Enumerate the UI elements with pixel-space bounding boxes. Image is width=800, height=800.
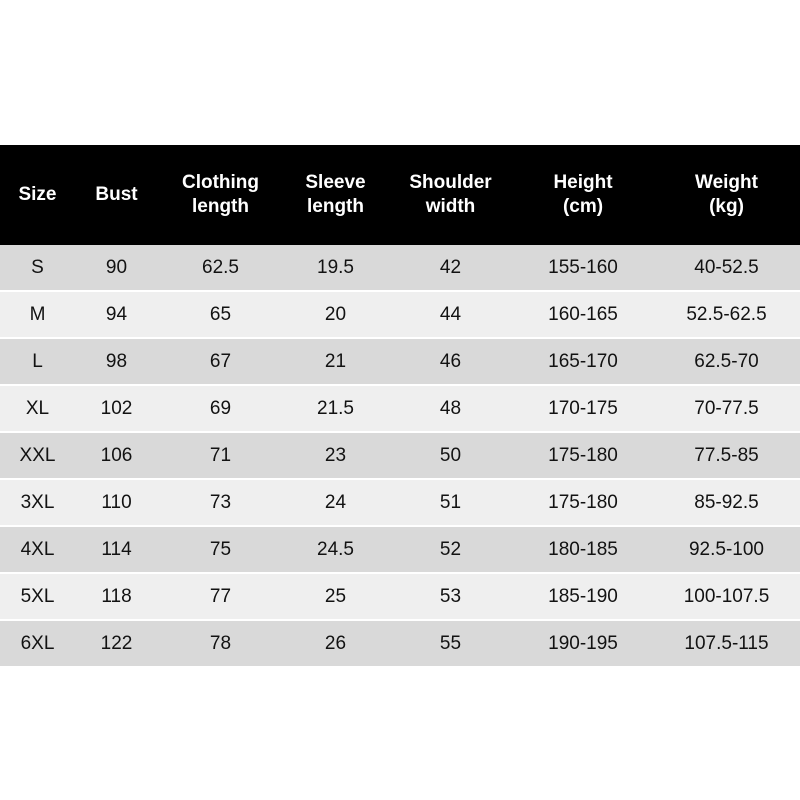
cell-weight: 85-92.5 <box>653 479 800 526</box>
cell-weight: 107.5-115 <box>653 620 800 667</box>
table-row <box>0 620 800 667</box>
table-body <box>0 245 800 667</box>
cell-sleeve-length: 24 <box>283 479 388 526</box>
cell-shoulder-width: 46 <box>388 338 513 385</box>
cell-size: XXL <box>0 432 75 479</box>
cell-weight: 100-107.5 <box>653 573 800 620</box>
cell-bust: 114 <box>75 526 158 573</box>
cell-height: 175-180 <box>513 479 653 526</box>
cell-height: 160-165 <box>513 291 653 338</box>
column-header-clothing-length-line2: length <box>192 196 249 217</box>
cell-size: 4XL <box>0 526 75 573</box>
cell-clothing-length: 62.5 <box>158 245 283 291</box>
table-row <box>0 385 800 432</box>
cell-bust: 98 <box>75 338 158 385</box>
column-header-height-line2: (cm) <box>562 196 604 217</box>
table-row <box>0 526 800 573</box>
cell-bust: 118 <box>75 573 158 620</box>
cell-weight: 40-52.5 <box>653 245 800 291</box>
cell-sleeve-length: 19.5 <box>283 245 388 291</box>
column-header-weight <box>653 145 800 245</box>
cell-clothing-length: 73 <box>158 479 283 526</box>
cell-sleeve-length: 24.5 <box>283 526 388 573</box>
cell-weight: 52.5-62.5 <box>653 291 800 338</box>
cell-clothing-length: 71 <box>158 432 283 479</box>
cell-sleeve-length: 21.5 <box>283 385 388 432</box>
cell-height: 165-170 <box>513 338 653 385</box>
column-header-shoulder-width-line1: Shoulder <box>409 172 492 194</box>
cell-size: 6XL <box>0 620 75 667</box>
cell-bust: 106 <box>75 432 158 479</box>
column-header-weight-line2: (kg) <box>709 196 744 217</box>
cell-shoulder-width: 53 <box>388 573 513 620</box>
cell-sleeve-length: 20 <box>283 291 388 338</box>
cell-clothing-length: 69 <box>158 385 283 432</box>
cell-clothing-length: 67 <box>158 338 283 385</box>
column-header-sleeve-length-line1: Sleeve <box>305 172 366 194</box>
table-header-row <box>0 145 800 245</box>
cell-clothing-length: 75 <box>158 526 283 573</box>
cell-sleeve-length: 26 <box>283 620 388 667</box>
cell-size: 5XL <box>0 573 75 620</box>
cell-clothing-length: 77 <box>158 573 283 620</box>
cell-weight: 62.5-70 <box>653 338 800 385</box>
cell-size: M <box>0 291 75 338</box>
cell-sleeve-length: 25 <box>283 573 388 620</box>
cell-height: 175-180 <box>513 432 653 479</box>
cell-weight: 92.5-100 <box>653 526 800 573</box>
column-header-sleeve-length <box>283 145 388 245</box>
cell-height: 180-185 <box>513 526 653 573</box>
column-header-size <box>0 145 75 245</box>
cell-shoulder-width: 51 <box>388 479 513 526</box>
column-header-weight-line1: Weight <box>695 172 758 194</box>
cell-shoulder-width: 50 <box>388 432 513 479</box>
column-header-height-line1: Height <box>553 172 613 194</box>
size-chart-container <box>0 145 800 668</box>
cell-sleeve-length: 21 <box>283 338 388 385</box>
table-row <box>0 432 800 479</box>
cell-size: XL <box>0 385 75 432</box>
size-chart-table <box>0 145 800 668</box>
cell-clothing-length: 78 <box>158 620 283 667</box>
cell-clothing-length: 65 <box>158 291 283 338</box>
column-header-sleeve-length-line2: length <box>307 196 364 217</box>
column-header-bust <box>75 145 158 245</box>
column-header-shoulder-width-line2: width <box>425 196 476 217</box>
column-header-height <box>513 145 653 245</box>
cell-bust: 90 <box>75 245 158 291</box>
cell-sleeve-length: 23 <box>283 432 388 479</box>
cell-bust: 122 <box>75 620 158 667</box>
cell-height: 190-195 <box>513 620 653 667</box>
cell-shoulder-width: 55 <box>388 620 513 667</box>
cell-height: 185-190 <box>513 573 653 620</box>
cell-shoulder-width: 52 <box>388 526 513 573</box>
table-row <box>0 291 800 338</box>
cell-size: S <box>0 245 75 291</box>
cell-bust: 102 <box>75 385 158 432</box>
cell-size: 3XL <box>0 479 75 526</box>
column-header-bust-line1: Bust <box>95 184 138 206</box>
cell-shoulder-width: 42 <box>388 245 513 291</box>
cell-size: L <box>0 338 75 385</box>
cell-shoulder-width: 44 <box>388 291 513 338</box>
cell-height: 170-175 <box>513 385 653 432</box>
column-header-clothing-length <box>158 145 283 245</box>
cell-bust: 110 <box>75 479 158 526</box>
column-header-shoulder-width <box>388 145 513 245</box>
table-row <box>0 479 800 526</box>
table-row <box>0 573 800 620</box>
table-row <box>0 245 800 291</box>
table-header <box>0 145 800 245</box>
column-header-clothing-length-line1: Clothing <box>181 172 260 194</box>
table-row <box>0 338 800 385</box>
cell-weight: 77.5-85 <box>653 432 800 479</box>
cell-height: 155-160 <box>513 245 653 291</box>
cell-shoulder-width: 48 <box>388 385 513 432</box>
column-header-size-line1: Size <box>18 184 57 206</box>
cell-bust: 94 <box>75 291 158 338</box>
cell-weight: 70-77.5 <box>653 385 800 432</box>
